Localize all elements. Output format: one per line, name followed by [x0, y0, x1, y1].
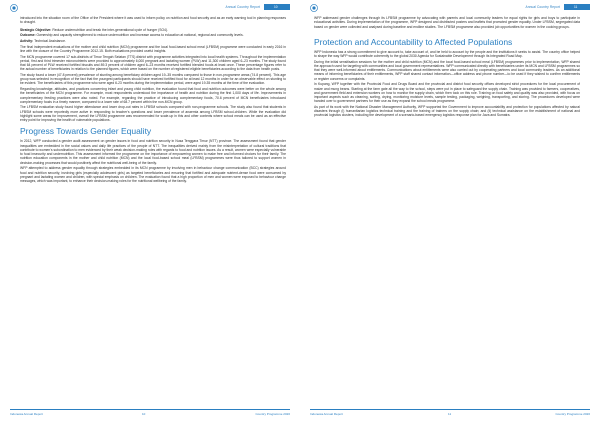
- left-intro: introduced into the situation room of the Office of the President where it was used to inform policy on nutrition and food security and as an early warning tool in planning responses to drought.: [20, 16, 286, 25]
- right-content: [314, 16, 580, 119]
- paragraph: Regarding knowledge, attitudes, and practices concerning infant and young child nutrition, the evaluation found that food and nutrition outcomes were better on the whole among the beneficiaries of the MCN programme. For example, most respondents understood the importance of health and nutrition during the first 1,000 days of life. Improvements in complementary feeding practices were also noted. For example, regarding the practice of introducing complementary foods, 70.6 percent of MCN beneficiaries introduced complementary foods in a timely manner, compared to a lower rate of 68.7 percent within the non-MCN group.: [20, 87, 286, 104]
- paragraph: The MCN programme covered 17 sub-districts of Timor Tengah Selatan (TTS) district with programme activities integrated into local health systems. Throughout the implementation period, first and third trimester micronutrients were provided to approximately 6,000 pregnant and lactating women (PLW) and 11,300 children aged 6–23 months. The study found that 64 percent of PLW received fortified biscuits and 89.3 percent of children aged 6–23 months received fortified blended foods at least once. These percentage figures refer to the actual number of beneficiaries in relation to the planned figures, which were based on the number of registered eligible beneficiaries according to the data from health posts.: [20, 54, 286, 72]
- footer-rule: [310, 409, 590, 410]
- strategic-objective: [20, 28, 286, 32]
- right-header-page: 11: [574, 5, 578, 9]
- paragraph: The final independent evaluations of the mother and child nutrition (MCN) programme and the local food-based school meal (LFBSM) programme were conducted in early 2016 in line with the closure of the Country Programme 2012-15. Both evaluations provided useful insights.: [20, 44, 286, 53]
- outcome: [20, 33, 286, 37]
- outcome-text: Ownership and capacity strengthened to reduce undernutrition and increase access to education at national, regional and community levels.: [36, 33, 244, 38]
- paragraph: During the initial sensitisation sessions for the mother and child nutrition (MCN) and the local food-based school meal (LFBSM) programmes prior to implementation, WFP shared the approach used for targeting with communities and local government representatives. WFP communicated directly with beneficiaries under its MCN and LFBSM programmes so that they were well-informed about entitlements. Communications about entitlements were also carried out by cooperating partners and local community leaders. As an additional means of informing beneficiaries of their entitlements, WFP staff shared contact information—office address and phone number—to be used if they wished to confirm entitlements or register concerns or complaints.: [314, 59, 580, 81]
- paragraph: WFP attempted to address gender equality through strategies embedded in its MCN programme by involving men in behaviour change communication (BCC) strategies around food and nutrition security, involving girls (especially adolescent girls) as targeted beneficiaries and ensuring that fortified and adequate nutrient-dense food were consumed by pregnant and lactating women and children, with special emphasis on children. The evaluation found that a high proportion of men and women were exposed to behaviour change messages, which was important, to enhance their decision-making roles for the nutritional wellbeing of the family.: [20, 166, 286, 184]
- activity-text: Technical Assistance.: [34, 38, 66, 43]
- section-heading-gender: Progress Towards Gender Equality: [20, 126, 152, 137]
- paragraph: In 2012, WFP conducted a gender audit assessment on gender issues in food and nutrition security in Nusa Tenggara Timur (NTT) province. The assessment found that gender inequalities are embedded in the social values and daily life practices of the people of NTT. The inequalities derived mainly from the misinterpretation of cultural traditions that contribute to women's subordination to men evidenced by their weak decision-making roles with regards to food and nutrition issues. As a result, women were especially vulnerable to food insecurity and undernutrition. This assessment informed the programme on the importance of empowering women to make free and informed choices for their family. The nutrition education components in the mother and child nutrition (MCN) and the local food-based school meal (LFBSM) programmes were thus tailored to support women in decision-making processes that would positively affect the nutritional well-being of the family.: [20, 139, 286, 165]
- paragraph: The study found a lower (47.8 percent) prevalence of stunting among beneficiary children aged 19–35 months compared to those in non-programme areas (74.8 percent). This age group was selected in recognition of the fact that the youngest participants should have received fortified food for at least 12 months in order for an observable effect on stunting to be evident. The beneficiaries of this programme who were aged 6-23 months during the implementation period, were aged 19-35 months at the time of the evaluation.: [20, 72, 286, 86]
- right-header-badge: [564, 4, 590, 10]
- footer-rule: [10, 409, 290, 410]
- wfp-logo-icon: [10, 4, 18, 12]
- right-intro: WFP addressed gender challenges through its LFBSM programme by advocating with parents and local community leaders for equal rights for girls and boys to participate in educational activities. During implementation of the programme, WFP designed and distributed posters and leaflets that promoted gender equality. Under LFBSM, segregated data based on gender were collected and analysed during baseline and endline studies. The LFBSM programme also provided job opportunities for women in the cooking groups.: [314, 16, 580, 29]
- paragraph: In Kupang, WFP together with the Provincial Food and Drugs Board and the provincial and district food security offices developed strict procedures for the local procurement of maize and mung beans. Starting at the farm gate all the way to the school, steps were put in place to safeguard the supply chain. Training was provided to farmers, cooperatives, and government field and extension workers on how to monitor the supply chain, which then took on this role. Training on food safety and quality was also provided, with focus on important aspects such as cleaning, sorting, drying, monitoring moisture levels, sample testing, packaging, weighing, transporting, and storing. The procedures developed were handed over to government partners for their use as they expand the school meals programme.: [314, 82, 580, 104]
- strategic-label: Strategic Objective:: [20, 27, 52, 32]
- paragraph: The LFBSM evaluation study found higher attendance and lower drop-out rates in LFBSM schools compared with non-programme schools. The study also found that students in LFBSM schools were reportedly more active in responding to teacher's questions and lower prevalence of anaemia among LFBSM school-children. While the evaluation did highlight some areas for improvement, overall the LFBSM programme was recommended for scale-up in this and other contexts where school meals can be used as an effective entry point for improving the health of vulnerable populations.: [20, 105, 286, 123]
- section-heading-protection: Protection and Accountability to Affected Populations: [314, 36, 513, 47]
- paragraph: WFP Indonesia has a strong commitment to give account to, take account of, and be held to account by the people and the institutions it seeks to assist. The country office helped to shape the way WFP would contribute coherently to the global 2030 Agenda for Sustainable Development through its Integrated Road Map.: [314, 49, 580, 58]
- paragraph: As part of its work with the National Disaster Management Authority, WFP supported the Government to improve accountability and protection for populations affected by natural disasters through (i) humanitarian logistics technical training and the training of trainers on the supply chain; and (ii) technical assistance on the establishment of national and provincial logistics clusters, including the development of a scenario-based emergency logistics response plan for Java and Sumatra.: [314, 104, 580, 118]
- right-page: [300, 0, 600, 424]
- strategic-text: Reduce undernutrition and break the inter-generational cycle of hunger (SO4).: [52, 27, 168, 32]
- outcome-label: Outcome:: [20, 33, 36, 38]
- footer-programme: Country Programme 2020: [555, 412, 590, 416]
- wfp-logo-icon: [310, 4, 318, 12]
- footer-page-number: 11: [448, 412, 452, 416]
- left-header-badge: [264, 4, 290, 10]
- left-header-title: Annual Country Report: [225, 5, 260, 9]
- left-content: [20, 16, 286, 185]
- activity-label: Activity:: [20, 38, 34, 43]
- right-header-title: Annual Country Report: [525, 5, 560, 9]
- activity: [20, 39, 286, 43]
- footer-org: Indonesia Annual Report: [10, 412, 43, 416]
- footer-page-number: 10: [142, 412, 146, 416]
- footer-org: Indonesia Annual Report: [310, 412, 343, 416]
- left-header-page: 10: [274, 5, 278, 9]
- footer-programme: Country Programme 2020: [255, 412, 290, 416]
